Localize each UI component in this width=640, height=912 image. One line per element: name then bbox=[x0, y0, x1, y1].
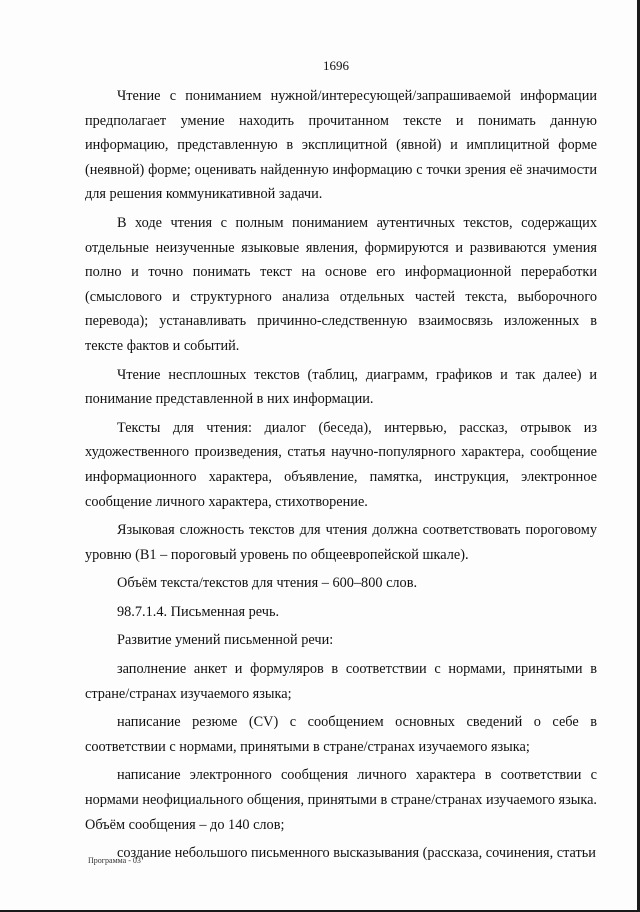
paragraph-non-continuous-texts: Чтение несплошных текстов (таблиц, диаграмм, графиков и так далее) и понимание представленной в них информации. bbox=[85, 366, 597, 408]
list-item-short-writing: создание небольшого письменного высказывания (рассказа, сочинения, статьи bbox=[117, 845, 596, 862]
page-number: 1696 bbox=[323, 58, 349, 73]
section-heading-writing: 98.7.1.4. Письменная речь. bbox=[117, 603, 280, 620]
page-footer: Программа - 03 bbox=[88, 856, 141, 865]
paragraph-reading-specific-info: Чтение с пониманием нужной/интересующей/запрашиваемой информации предполагает умение находить прочитанном тексте и понимать данную информацию, представленную в эксплицитной (явной) и имплицитной форме (неявной) форме; оценивать найденную информацию с точки зрения её значимости для решения коммуникативной задачи. bbox=[85, 88, 597, 203]
list-item-forms: заполнение анкет и формуляров в соответствии с нормами, принятыми в стране/странах изучаемого языка; bbox=[85, 661, 597, 702]
list-item-resume: написание резюме (CV) с сообщением основных сведений о себе в соответствии с нормами, принятыми в стране/странах изучаемого языка; bbox=[85, 714, 597, 755]
document-body bbox=[85, 84, 597, 870]
paragraph-text-volume: Объём текста/текстов для чтения – 600–800 слов. bbox=[117, 575, 418, 592]
paragraph-text-types: Тексты для чтения: диалог (беседа), интервью, рассказ, отрывок из художественного произведения, статья научно-популярного характера, сообщение информационного характера, объявление, памятка, инструкция, электронное сообщение личного характера, стихотворение. bbox=[85, 419, 597, 510]
paragraph-language-complexity: Языковая сложность текстов для чтения должна соответствовать пороговому уровню (В1 – пороговый уровень по общеевропейской шкале). bbox=[85, 522, 597, 563]
list-item-email: написание электронного сообщения личного характера в соответствии с нормами неофициального общения, принятыми в стране/странах изучаемого языка. Объём сообщения – до 140 слов; bbox=[85, 767, 597, 833]
paragraph-writing-skills-intro: Развитие умений письменной речи: bbox=[117, 632, 334, 649]
paragraph-reading-full-understanding: В ходе чтения с полным пониманием аутентичных текстов, содержащих отдельные неизученные языковые явления, формируются и развиваются умения полно и точно понимать текст на основе его информационной переработки (смыслового и структурного анализа отдельных частей текста, выборочного перевода); устанавливать причинно-следственную взаимосвязь изложенных в тексте фактов и событий. bbox=[85, 214, 597, 354]
